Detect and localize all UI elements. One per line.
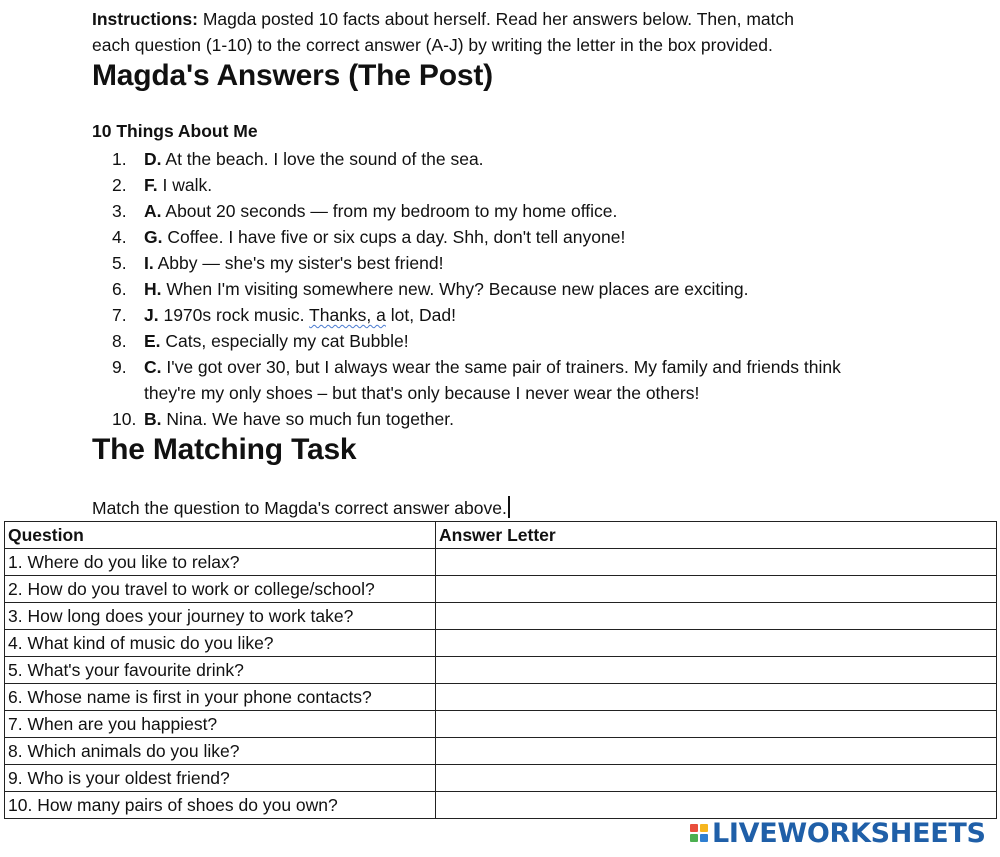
fact-item (92, 354, 892, 406)
fact-text: Coffee. I have five or six cups a day. Shh, don't tell anyone! (162, 227, 626, 247)
table-row (5, 684, 997, 711)
text-cursor (508, 496, 510, 518)
fact-letter: C. (144, 357, 162, 377)
question-cell: 9. Who is your oldest friend? (5, 765, 436, 792)
answer-input[interactable] (436, 576, 997, 603)
question-cell: 2. How do you travel to work or college/school? (5, 576, 436, 603)
answer-input[interactable] (436, 603, 997, 630)
fact-item (92, 328, 892, 354)
instructions-label: Instructions: (92, 9, 198, 29)
fact-item (92, 172, 892, 198)
table-row (5, 738, 997, 765)
table-row (5, 657, 997, 684)
question-cell: 6. Whose name is first in your phone contacts? (5, 684, 436, 711)
fact-text: About 20 seconds — from my bedroom to my home office. (161, 201, 618, 221)
table-row (5, 711, 997, 738)
fact-number: 4. (112, 227, 127, 247)
fact-number: 2. (112, 175, 127, 195)
fact-text: Cats, especially my cat Bubble! (160, 331, 409, 351)
fact-text: I've got over 30, but I always wear the same pair of trainers. My family and friends think they're my only shoes – but that's only because I never wear the others! (144, 357, 841, 403)
instructions-text-2: each question (1-10) to the correct answer (A-J) by writing the letter in the box provided. (92, 35, 773, 55)
spellcheck-flagged-text: Thanks, a (309, 305, 386, 325)
fact-item (92, 250, 892, 276)
fact-number: 3. (112, 201, 127, 221)
answer-input[interactable] (436, 738, 997, 765)
liveworksheets-logo[interactable] (690, 818, 986, 848)
question-cell: 7. When are you happiest? (5, 711, 436, 738)
instructions-text-1: Magda posted 10 facts about herself. Read her answers below. Then, match (197, 9, 794, 29)
question-cell: 4. What kind of music do you like? (5, 630, 436, 657)
logo-tile-icon (690, 834, 698, 842)
table-row (5, 765, 997, 792)
column-header-answer: Answer Letter (436, 522, 997, 549)
fact-number: 6. (112, 279, 127, 299)
fact-text: I walk. (157, 175, 213, 195)
fact-item (92, 406, 892, 432)
question-cell: 1. Where do you like to relax? (5, 549, 436, 576)
fact-text: At the beach. I love the sound of the sea. (161, 149, 484, 169)
fact-letter: F. (144, 175, 158, 195)
task-intro-text: Match the question to Magda's correct answer above. (92, 498, 507, 518)
table-row (5, 603, 997, 630)
instructions (92, 6, 952, 58)
fact-text: When I'm visiting somewhere new. Why? Because new places are exciting. (161, 279, 749, 299)
fact-number: 8. (112, 331, 127, 351)
fact-letter: H. (144, 279, 162, 299)
fact-letter: B. (144, 409, 162, 429)
fact-number: 9. (112, 357, 127, 377)
fact-letter: A. (144, 201, 162, 221)
fact-letter: G. (144, 227, 163, 247)
table-row (5, 630, 997, 657)
fact-item (92, 302, 892, 328)
post-subheading: 10 Things About Me (92, 121, 258, 141)
table-row (5, 792, 997, 819)
answer-input[interactable] (436, 630, 997, 657)
fact-letter: D. (144, 149, 162, 169)
answer-input[interactable] (436, 765, 997, 792)
task-heading: The Matching Task (92, 433, 357, 466)
fact-item (92, 146, 892, 172)
fact-text: Abby — she's my sister's best friend! (153, 253, 444, 273)
post-heading: Magda's Answers (The Post) (92, 59, 493, 92)
fact-item (92, 198, 892, 224)
fact-text: 1970s rock music. (158, 305, 310, 325)
answer-input[interactable] (436, 792, 997, 819)
logo-text: LIVEWORKSHEETS (712, 817, 986, 849)
question-cell: 5. What's your favourite drink? (5, 657, 436, 684)
table-row (5, 549, 997, 576)
fact-text-end: lot, Dad! (385, 305, 456, 325)
question-cell: 3. How long does your journey to work take? (5, 603, 436, 630)
fact-letter: E. (144, 331, 161, 351)
question-cell: 8. Which animals do you like? (5, 738, 436, 765)
fact-text: Nina. We have so much fun together. (161, 409, 454, 429)
fact-number: 1. (112, 149, 127, 169)
fact-number: 7. (112, 305, 127, 325)
logo-tile-icon (700, 824, 708, 832)
matching-table (4, 521, 997, 819)
fact-letter: I. (144, 253, 154, 273)
answer-input[interactable] (436, 684, 997, 711)
answer-input[interactable] (436, 657, 997, 684)
fact-item (92, 276, 892, 302)
logo-tile-icon (690, 824, 698, 832)
fact-number: 10. (112, 409, 137, 429)
answer-input[interactable] (436, 549, 997, 576)
question-cell: 10. How many pairs of shoes do you own? (5, 792, 436, 819)
fact-item (92, 224, 892, 250)
facts-list (92, 146, 892, 432)
task-intro (92, 496, 510, 519)
liveworksheets-logo-icon (690, 824, 708, 842)
fact-number: 5. (112, 253, 127, 273)
logo-tile-icon (700, 834, 708, 842)
answer-input[interactable] (436, 711, 997, 738)
column-header-question: Question (5, 522, 436, 549)
table-header-row (5, 522, 997, 549)
table-row (5, 576, 997, 603)
fact-letter: J. (144, 305, 159, 325)
